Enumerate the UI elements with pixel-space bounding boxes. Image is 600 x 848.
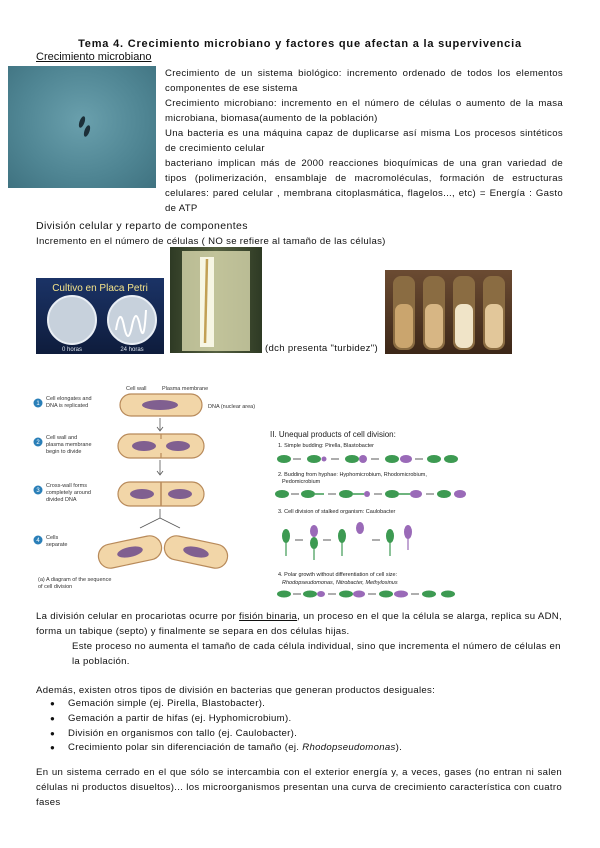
fig-left-caption-2: of cell division [38,584,73,590]
step-2-text-2: plasma membrane [46,442,92,448]
fig-right-s4b: Rhodopseudomonas, Nitrobacter, Methylosinus [282,580,398,586]
petri-plate-image [36,278,164,354]
section-subtitle: Crecimiento microbiano [36,51,152,63]
step-2-badge: 2 [36,440,40,446]
bacteria-icon [8,66,156,188]
binary-fission-term: fisión binaria [239,611,298,622]
fig-right-s3: 3. Cell division of stalked organism: Caulobacter [278,509,396,515]
list-item [48,741,548,756]
list-item: ● Gemación a partir de hifas (ej. Hyphomicrobium). [48,712,548,727]
intro-p4: bacteriano implican más de 2000 reacciones bioquímicas de una gran variedad de tipos (polimerización, ensamblaje de macromoléculas, formación de estructuras celulares: pared celular , membrana citoplasmática, flagelos..., etc) = Energía : Gasto de ATP [165,158,563,214]
turbidity-caption: (dch presenta "turbidez") [265,343,378,354]
step-3-badge: 3 [36,488,40,494]
item4-pre: Crecimiento polar sin diferenciación de tamaño (ej. [68,742,303,754]
step-1-text-1: Cell elongates and [46,396,92,402]
division-types-list [48,697,548,756]
intro-p2: Crecimiento microbiano: incremento en el número de células o aumento de la masa microbiana, biomasa(aumento de la población) [165,98,563,124]
plate-0h [48,296,96,344]
step-3-text-2: completely around [46,490,91,496]
step-4-badge: 4 [36,538,40,544]
plate-24h [108,296,156,344]
label-cell-wall: Cell wall [126,386,147,392]
label-plasma-membrane: Plasma membrane [162,386,209,392]
fig-right-s4a: 4. Polar growth without differentiation of cell size: [278,572,398,578]
fig-right-s2b: Pedomicrobium [282,479,321,485]
step-2-text-3: begin to divide [46,449,82,455]
division-line: Incremento en el número de células ( NO se refiere al tamaño de las células) [36,236,386,247]
item4-genus: Rhodopseudomonas [302,742,396,754]
closing-paragraph: En un sistema cerrado en el que sólo se intercambia con el exterior energía y, a veces, gases (no entran ni salen células ni productos disueltos)... los microorganismos presentan una curva de crecimiento característica con cuatro fases [36,767,562,808]
fig-left-caption-1: (a) A diagram of the sequence [38,577,112,583]
unequal-division-figure [268,428,468,600]
fig-right-s2a: 2. Budding from hyphae: Hyphomicrobium, Rhodomicrobium, [278,472,427,478]
list-item: ● Gemación simple (ej. Pirella, Blastobacter). [48,697,548,712]
fig-right-title: II. Unequal products of cell division: [270,430,396,439]
step-4-text-2: separate [46,542,68,548]
item4-post: ). [395,742,403,754]
plate-time-left: 0 horas [61,347,83,353]
microscope-image [8,66,156,188]
page-title: Tema 4. Crecimiento microbiano y factores que afectan a la supervivencia [78,38,522,50]
intro-p1: Crecimiento de un sistema biológico: incremento ordenado de todos los elementos componentes de ese sistema [165,68,563,94]
step-1-badge: 1 [36,401,40,407]
test-tube-image [170,247,262,353]
plate-time-right: 24 horas [120,347,144,353]
binary-note: Este proceso no aumenta el tamaño de cada célula individual, sino que incrementa el número de células en la población. [72,641,561,667]
intro-p3: Una bacteria es una máquina capaz de duplicarse así misma Los procesos sintéticos de crecimiento celular [165,128,563,154]
binary-text-pre: La división celular en procariotas ocurre por [36,611,240,622]
step-4-text-1: Cells [46,535,59,541]
step-3-text-1: Cross-wall forms [46,483,87,489]
other-division-intro: Además, existen otros tipos de división en bacterias que generan productos desiguales: [36,685,436,696]
step-1-text-2: DNA is replicated [46,403,89,409]
step-3-text-3: divided DNA [46,497,77,503]
binary-fission-figure [32,382,282,594]
plate-label: Cultivo en Placa Petri [52,283,148,294]
step-2-text-1: Cell wall and [46,435,78,441]
binary-text-post: , un proceso en el que la célula se alarga, replica su ADN, forma un tabique (septo) y finalmente se separa en dos células hijas. [36,611,562,637]
label-dna: DNA (nuclear area) [208,404,256,410]
fig-right-s1: 1. Simple budding: Pirella, Blastobacter [278,443,374,449]
binary-fission-paragraph [36,609,562,639]
turbidity-tubes-image [385,270,512,354]
division-heading: División celular y reparto de componentes [36,220,248,232]
list-item: ● División en organismos con tallo (ej. Caulobacter). [48,727,548,742]
